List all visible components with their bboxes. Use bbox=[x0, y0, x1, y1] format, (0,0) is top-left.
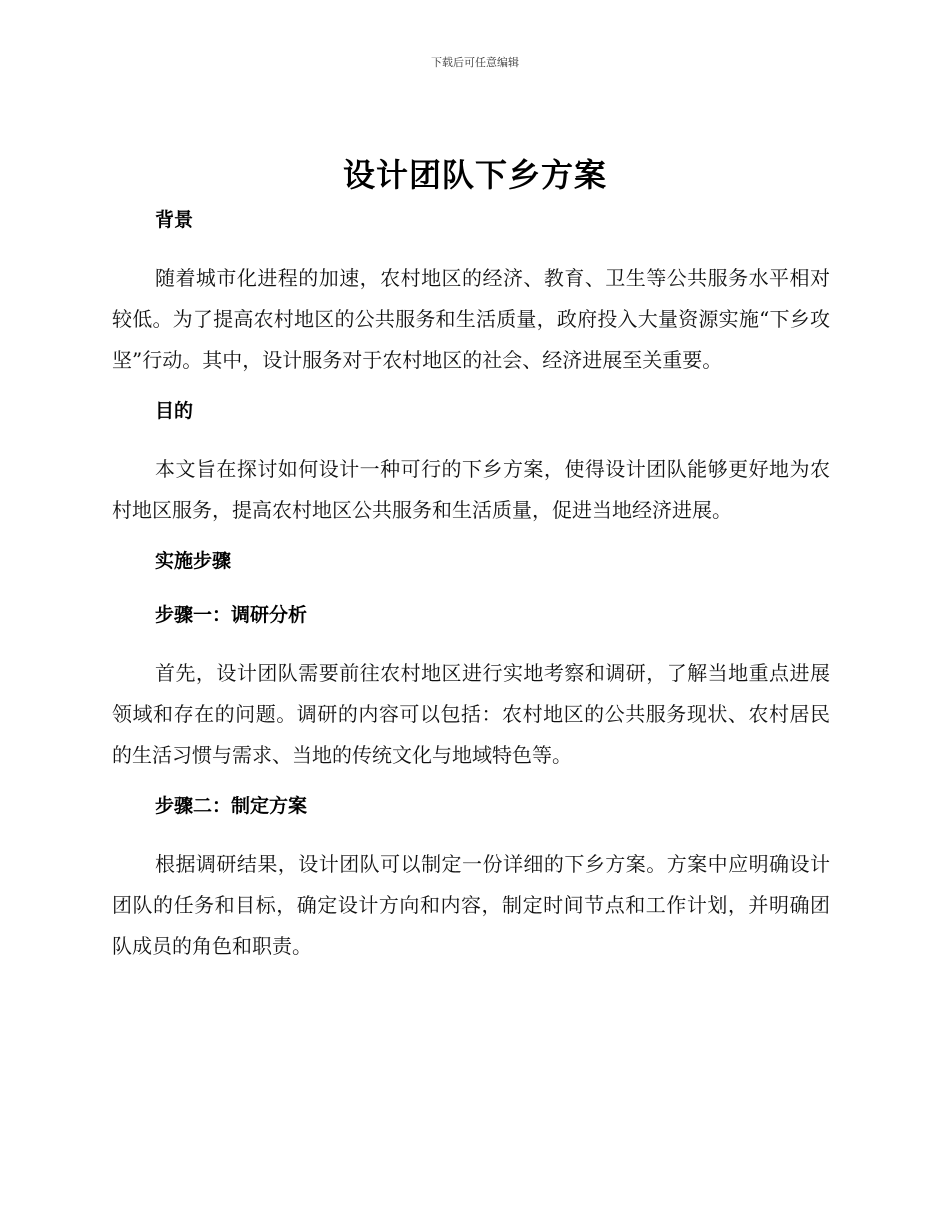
step2-heading: 步骤二：制定方案 bbox=[155, 795, 308, 817]
paragraph-step2: 根据调研结果，设计团队可以制定一份详细的下乡方案。方案中应明确设计团队的任务和目标，确定设计方向和内容，制定时间节点和工作计划，并明确团队成员的角色和职责。 bbox=[112, 852, 830, 958]
document-body bbox=[112, 204, 830, 967]
step1-heading: 步骤一：调研分析 bbox=[155, 604, 308, 626]
section-heading-background: 背景 bbox=[155, 209, 194, 231]
section-heading-purpose: 目的 bbox=[155, 400, 194, 422]
paragraph-step1: 首先，设计团队需要前往农村地区进行实地考察和调研，了解当地重点进展领域和存在的问题。调研的内容可以包括：农村地区的公共服务现状、农村居民的生活习惯与需求、当地的传统文化与地域特色等。 bbox=[112, 661, 830, 767]
section-heading-steps: 实施步骤 bbox=[155, 550, 232, 572]
paragraph-purpose: 本文旨在探讨如何设计一种可行的下乡方案，使得设计团队能够更好地为农村地区服务，提高农村地区公共服务和生活质量，促进当地经济进展。 bbox=[112, 457, 830, 522]
paragraph-background: 随着城市化进程的加速，农村地区的经济、教育、卫生等公共服务水平相对较低。为了提高农村地区的公共服务和生活质量，政府投入大量资源实施“下乡攻坚”行动。其中，设计服务对于农村地区的社会、经济进展至关重要。 bbox=[112, 266, 830, 372]
header-note: 下载后可任意编辑 bbox=[431, 56, 519, 69]
document-title: 设计团队下乡方案 bbox=[342, 156, 607, 194]
